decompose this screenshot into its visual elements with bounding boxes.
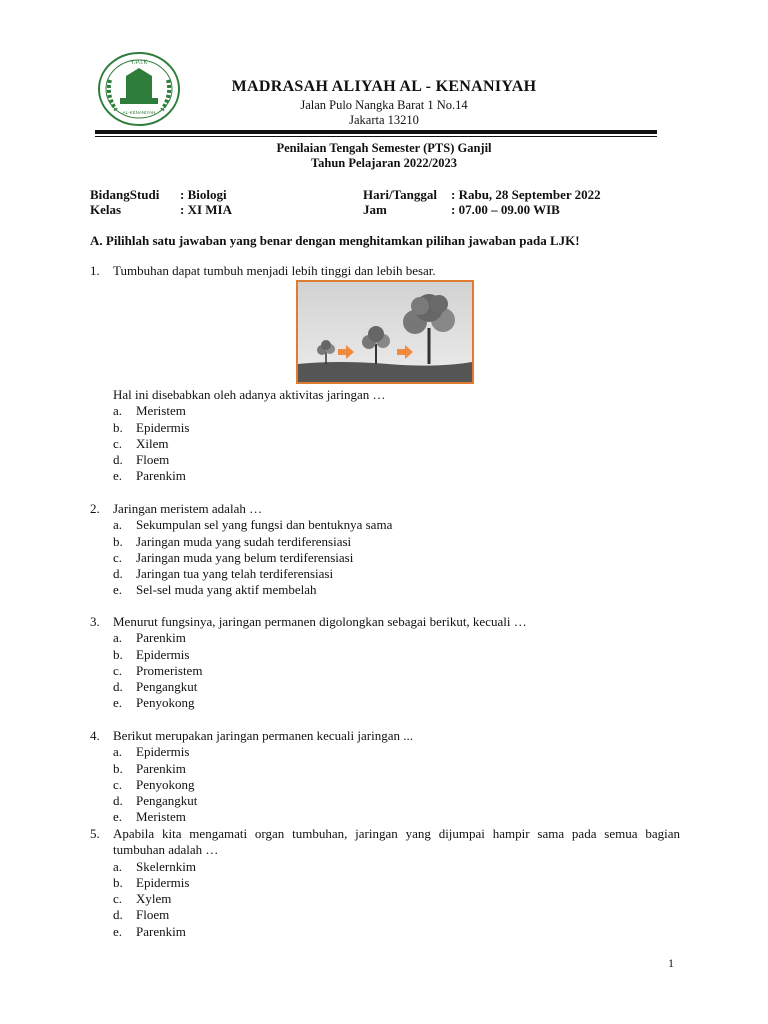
class-label: Kelas <box>90 202 122 217</box>
option-a: a. Epidermis <box>113 744 190 760</box>
school-name: MADRASAH ALIYAH AL - KENANIYAH <box>231 78 537 95</box>
option-b: b. Epidermis <box>113 874 190 890</box>
option-a: a. Meristem <box>113 403 186 419</box>
address-line-1: Jalan Pulo Nangka Barat 1 No.14 <box>300 98 468 112</box>
subject-label: BidangStudi <box>90 187 160 202</box>
option-c: c. Xilem <box>113 435 169 451</box>
option-a: a. Sekumpulan sel yang fungsi dan bentuknya sama <box>113 517 393 533</box>
logo-subtext: AL-KENANIYAH <box>122 110 156 115</box>
option-d: d. Pengangkut <box>113 679 198 695</box>
header-rule-thin <box>95 136 657 137</box>
question-number: 3. <box>90 614 100 629</box>
class-value: : XI MIA <box>180 202 232 217</box>
question-2 <box>90 501 680 599</box>
question-5 <box>90 826 680 940</box>
option-c: c. Promeristem <box>113 662 203 678</box>
question-1-options <box>90 387 680 485</box>
question-number: 1. <box>90 263 100 278</box>
option-b: b. Epidermis <box>113 646 190 662</box>
question-stem: Menurut fungsinya, jaringan permanen digolongkan sebagai berikut, kecuali … <box>113 614 527 629</box>
option-d: d. Pengangkut <box>113 793 198 809</box>
instruction: A. Pilihlah satu jawaban yang benar dengan menghitamkan pilihan jawaban pada LJK! <box>90 233 580 248</box>
date-value: : Rabu, 28 September 2022 <box>451 187 601 202</box>
question-number: 5. <box>90 826 100 841</box>
option-e: e. Meristem <box>113 809 186 825</box>
question-stem: Tumbuhan dapat tumbuh menjadi lebih tinggi dan lebih besar. <box>113 263 436 278</box>
option-c: c. Jaringan muda yang belum terdiferensiasi <box>113 549 354 565</box>
page-number: 1 <box>668 956 674 970</box>
option-d: d. Jaringan tua yang telah terdiferensiasi <box>113 566 334 582</box>
question-stem: Jaringan meristem adalah … <box>113 501 263 516</box>
header-rule-thick <box>95 130 657 134</box>
option-a: a. Skelernkim <box>113 858 196 874</box>
option-b: b. Jaringan muda yang sudah terdiferensiasi <box>113 533 352 549</box>
question-3 <box>90 614 680 712</box>
school-address <box>200 98 568 128</box>
question-stem: Berikut merupakan jaringan permanen kecuali jaringan ... <box>113 728 413 743</box>
exam-title-line-1: Penilaian Tengah Semester (PTS) Ganjil <box>276 141 492 155</box>
option-d: d. Floem <box>113 907 170 923</box>
school-logo <box>96 50 182 128</box>
exam-title-line-2: Tahun Pelajaran 2022/2023 <box>310 156 458 170</box>
plant-growth-figure <box>296 280 474 384</box>
logo-text: Y.P.I.K <box>130 60 148 66</box>
time-label: Jam <box>363 202 387 217</box>
option-b: b. Epidermis <box>113 419 190 435</box>
question-1 <box>90 263 680 279</box>
option-c: c. Penyokong <box>113 776 195 792</box>
question-number: 2. <box>90 501 100 516</box>
option-e: e. Parenkim <box>113 923 186 939</box>
subject-value: : Biologi <box>180 187 227 202</box>
time-value: : 07.00 – 09.00 WIB <box>451 202 560 217</box>
question-4 <box>90 728 680 826</box>
address-line-2: Jakarta 13210 <box>349 113 419 127</box>
question-number: 4. <box>90 728 100 743</box>
option-c: c. Xylem <box>113 891 172 907</box>
option-a: a. Parenkim <box>113 630 186 646</box>
question-stem: Apabila kita mengamati organ tumbuhan, jaringan yang dijumpai hampir sama pada semua bagian tumbuhan adalah … <box>113 826 680 858</box>
option-e: e. Sel-sel muda yang aktif membelah <box>113 582 317 598</box>
option-e: e. Parenkim <box>113 468 186 484</box>
exam-title <box>95 141 673 171</box>
question-stem-continued: Hal ini disebabkan oleh adanya aktivitas jaringan … <box>113 387 386 402</box>
option-b: b. Parenkim <box>113 760 186 776</box>
option-d: d. Floem <box>113 452 170 468</box>
option-e: e. Penyokong <box>113 695 195 711</box>
date-label: Hari/Tanggal <box>363 187 437 202</box>
